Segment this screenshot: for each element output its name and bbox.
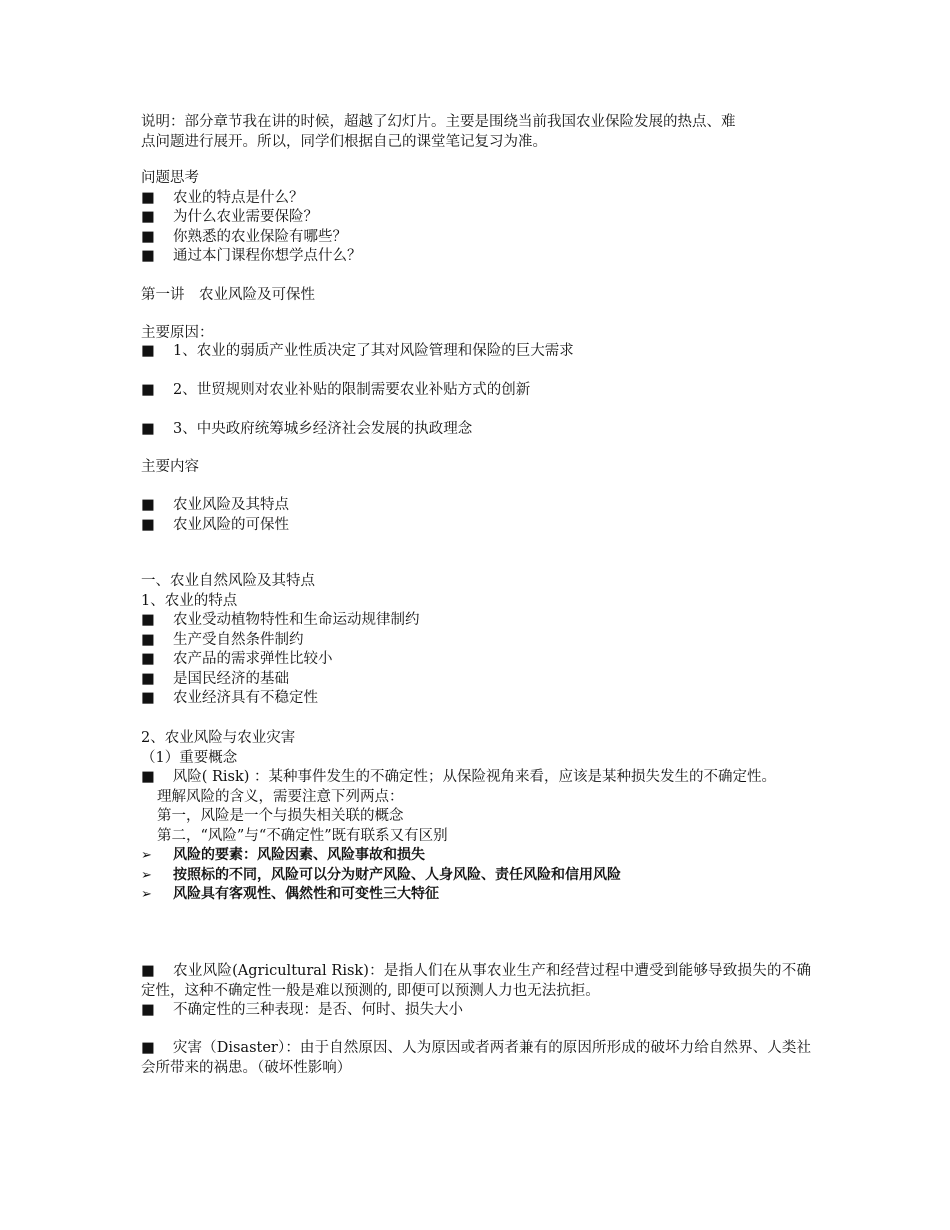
list-item: ■ 农产品的需求弹性比较小 (141, 650, 811, 670)
point-second: 第二，“风险”与“不确定性”既有联系又有区别 (157, 827, 448, 844)
square-bullet-icon: ■ (141, 189, 155, 206)
agri-risk-definition: ■ 农业风险(Agricultural Risk)：是指人们在从事农业生产和经营过程中遭受到能够导致损失的不确定性，这种不确定性一般是难以预测的, 即便可以预测人力也无法抗拒。 (141, 963, 811, 999)
list-item: ■ 生产受自然条件制约 (141, 631, 811, 651)
reasons-heading: 主要原因： (141, 325, 214, 341)
uncertainty-note: ■ 不确定性的三种表现：是否、何时、损失大小 (141, 1001, 811, 1021)
lecture-title: 第一讲 农业风险及可保性 (141, 287, 315, 303)
square-bullet-icon: ■ (141, 248, 155, 264)
square-bullet-icon: ■ (141, 343, 155, 359)
list-item: ■ 2、世贸规则对农业补贴的限制需要农业补贴方式的创新 (141, 381, 811, 401)
square-bullet-icon: ■ (141, 382, 155, 398)
square-bullet-icon: ■ (141, 1002, 155, 1018)
square-bullet-icon: ■ (141, 612, 155, 628)
arrow-bullet-icon: ➢ (141, 887, 152, 902)
square-bullet-icon: ■ (141, 769, 155, 785)
understand-note: 理解风险的含义，需要注意下列两点： (157, 788, 404, 805)
square-bullet-icon: ■ (141, 690, 155, 706)
list-item: ➢ 风险的要素：风险因素、风险事故和损失 (141, 846, 811, 866)
questions-section (141, 169, 811, 267)
list-item: ■ 农业经济具有不稳定性 (141, 689, 811, 709)
list-item: ■ 农业受动植物特性和生命运动规律制约 (141, 611, 811, 631)
list-item: ■ 农业风险及其特点 (141, 496, 811, 516)
contents-heading: 主要内容 (141, 459, 199, 475)
list-item: ■ 你熟悉的农业保险有哪些？ (141, 228, 811, 248)
point-first: 第一，风险是一个与损失相关联的概念 (157, 808, 404, 824)
intro-line-2: 点问题进行展开。所以，同学们根据自己的课堂笔记复习为准。 (141, 133, 547, 150)
arrow-bullet-icon: ➢ (141, 848, 152, 863)
list-item: ■ 农业的特点是什么？ (141, 189, 811, 209)
list-item: ■ 通过本门课程你想学点什么？ (141, 247, 811, 267)
list-item: ■ 3、中央政府统筹城乡经济社会发展的执政理念 (141, 420, 811, 440)
arrow-bullet-icon: ➢ (141, 867, 152, 883)
square-bullet-icon: ■ (141, 421, 155, 437)
square-bullet-icon: ■ (141, 516, 155, 533)
list-item: ➢ 风险具有客观性、偶然性和可变性三大特征 (141, 885, 811, 905)
questions-heading: 问题思考 (141, 170, 199, 186)
list-item: ■ 为什么农业需要保险？ (141, 208, 811, 228)
list-item: ➢ 按照标的不同，风险可以分为财产风险、人身风险、责任风险和信用风险 (141, 866, 811, 886)
square-bullet-icon: ■ (141, 209, 155, 225)
intro-line-1: 说明：部分章节我在讲的时候，超越了幻灯片。主要是围绕当前我国农业保险发展的热点、难 (141, 114, 736, 130)
risk-definition: ■ 风险( Risk) ：某种事件发生的不确定性；从保险视角来看，应该是某种损失发生的不确定性。 (141, 769, 777, 785)
square-bullet-icon: ■ (141, 670, 155, 687)
square-bullet-icon: ■ (141, 963, 155, 979)
section-2-subtitle: （1）重要概念 (141, 749, 238, 766)
square-bullet-icon: ■ (141, 497, 155, 513)
list-item: ■ 农业风险的可保性 (141, 516, 811, 536)
section-2-title: 2、农业风险与农业灾害 (141, 730, 296, 746)
square-bullet-icon: ■ (141, 651, 155, 667)
intro-note (141, 113, 811, 152)
square-bullet-icon: ■ (141, 1040, 155, 1056)
square-bullet-icon: ■ (141, 228, 155, 245)
section-2 (141, 729, 811, 905)
contents-list (141, 496, 811, 535)
disaster-definition: ■ 灾害（Disaster）：由于自然原因、人为原因或者两者兼有的原因所形成的破坏力给自然界、人类社会所带来的祸患。（破坏性影响） (141, 1040, 811, 1076)
section-1-subtitle: 1、农业的特点 (141, 592, 238, 609)
list-item: ■ 1、农业的弱质产业性质决定了其对风险管理和保险的巨大需求 (141, 342, 811, 362)
list-item: ■ 是国民经济的基础 (141, 670, 811, 690)
square-bullet-icon: ■ (141, 631, 155, 648)
section-1-title: 一、农业自然风险及其特点 (141, 573, 315, 589)
section-1 (141, 572, 811, 709)
